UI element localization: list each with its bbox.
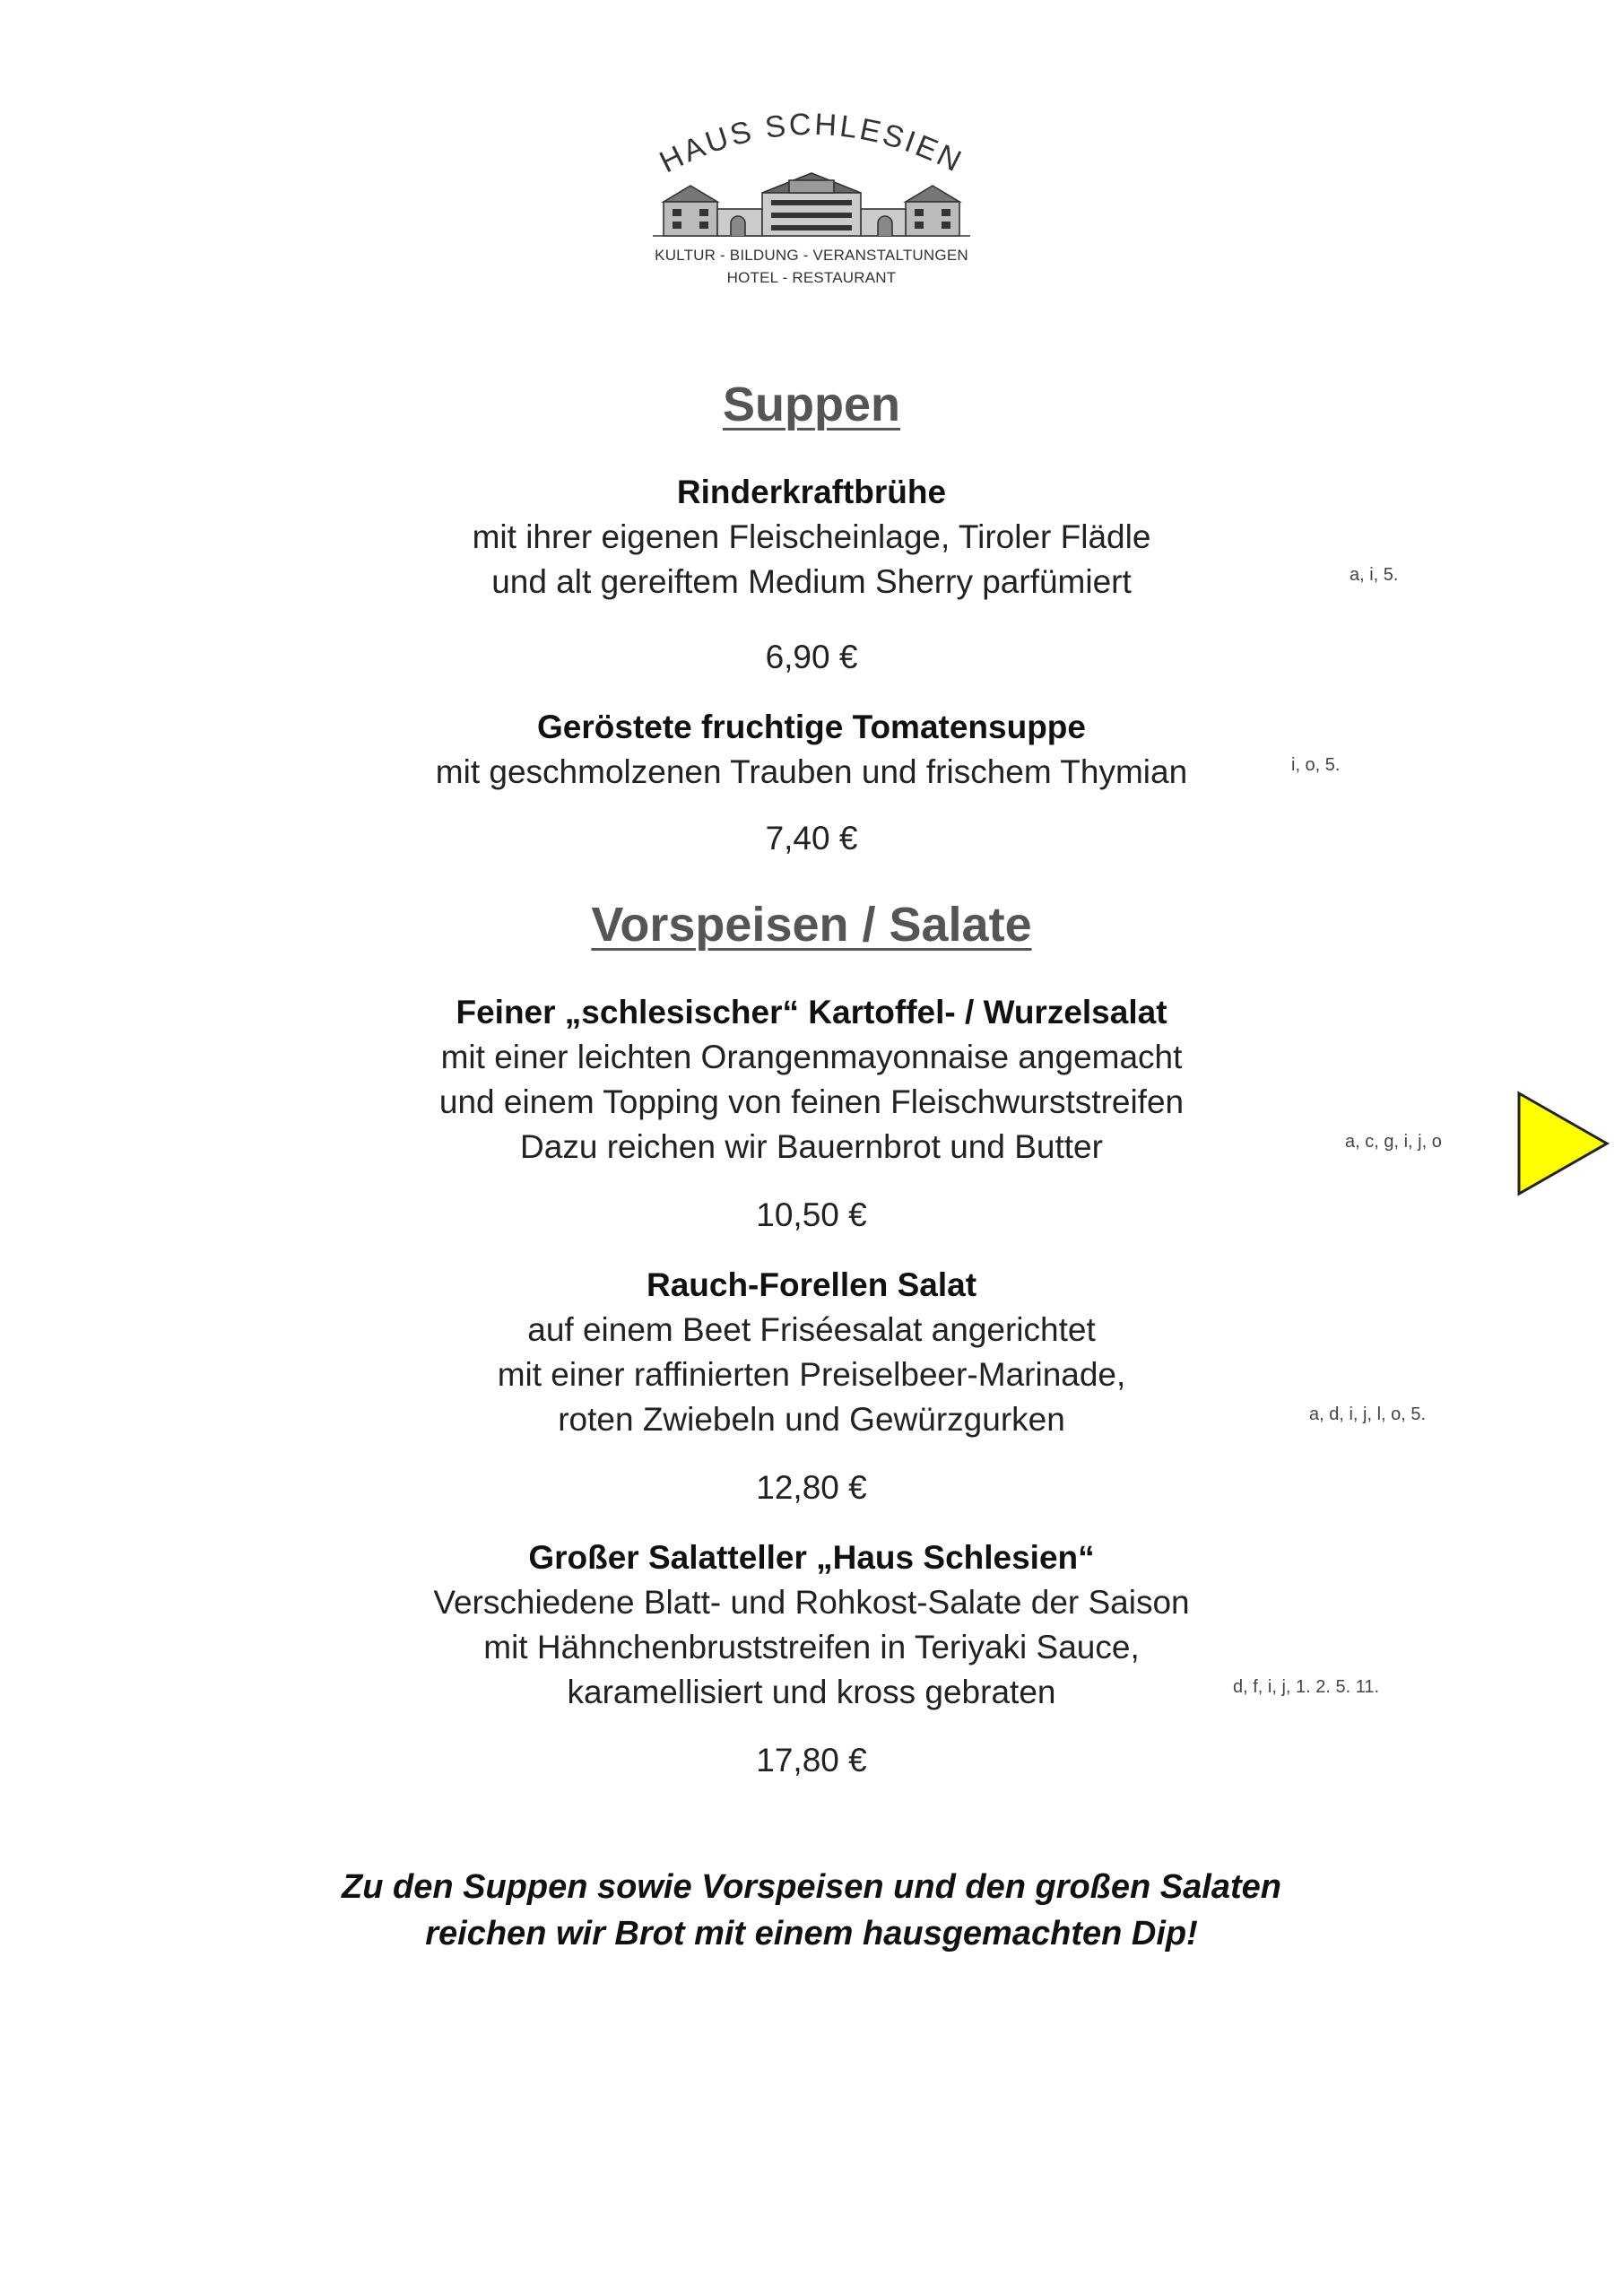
dish-price: 12,80 € <box>756 1469 867 1506</box>
dish-price: 7,40 € <box>765 820 858 857</box>
section-title-vorspeisen-salate: Vorspeisen / Salate <box>591 898 1032 952</box>
haus-schlesien-logo-graphic <box>646 103 977 247</box>
dish-description-line: und einem Topping von feinen Fleischwurststreifen <box>438 1083 1185 1120</box>
dish-description-line: roten Zwiebeln und Gewürzgurken <box>558 1401 1065 1438</box>
allergen-codes: i, o, 5. <box>1291 755 1341 775</box>
footer-note-line: Zu den Suppen sowie Vorspeisen und den großen Salaten <box>342 1868 1281 1906</box>
dish-price: 17,80 € <box>756 1742 867 1779</box>
dish-description-line: mit ihrer eigenen Fleischeinlage, Tiroler Flädle <box>472 518 1151 555</box>
dish-name: Rinderkraftbrühe <box>676 474 947 510</box>
dish-name: Feiner „schlesischer“ Kartoffel- / Wurzelsalat <box>456 994 1167 1031</box>
dish-price: 6,90 € <box>765 639 858 675</box>
logo-tagline-1: KULTUR - BILDUNG - VERANSTALTUNGEN <box>655 247 968 264</box>
logo-name-text: HAUS SCHLESIEN <box>654 107 969 180</box>
logo <box>646 103 977 296</box>
dish-price: 10,50 € <box>756 1196 867 1233</box>
dish-name: Großer Salatteller „Haus Schlesien“ <box>528 1539 1095 1576</box>
dish-description-line: mit einer raffinierten Preiselbeer-Marinade, <box>497 1356 1126 1393</box>
next-page-arrow-icon[interactable] <box>1515 1090 1614 1197</box>
footer-note-line: reichen wir Brot mit einem hausgemachten Dip! <box>425 1915 1198 1952</box>
allergen-codes: a, i, 5. <box>1350 565 1399 585</box>
dish-name: Geröstete fruchtige Tomatensuppe <box>537 709 1086 745</box>
dish-name: Rauch-Forellen Salat <box>646 1266 977 1303</box>
allergen-codes: d, f, i, j, 1. 2. 5. 11. <box>1233 1677 1380 1697</box>
dish-description-line: Dazu reichen wir Bauernbrot und Butter <box>520 1128 1103 1165</box>
section-title-suppen: Suppen <box>723 378 900 431</box>
allergen-codes: a, c, g, i, j, o <box>1345 1132 1442 1152</box>
dish-description-line: auf einem Beet Friséesalat angerichtet <box>527 1311 1096 1348</box>
logo-tagline-2: HOTEL - RESTAURANT <box>726 269 897 286</box>
dish-description-line: karamellisiert und kross gebraten <box>567 1674 1056 1710</box>
allergen-codes: a, d, i, j, l, o, 5. <box>1309 1405 1427 1424</box>
dish-description-line: und alt gereiftem Medium Sherry parfümiert <box>491 563 1132 600</box>
dish-description-line: mit Hähnchenbruststreifen in Teriyaki Sauce, <box>483 1629 1140 1665</box>
dish-description-line: mit geschmolzenen Trauben und frischem Thymian <box>435 753 1188 790</box>
dish-description-line: Verschiedene Blatt- und Rohkost-Salate der Saison <box>433 1584 1190 1621</box>
dish-description-line: mit einer leichten Orangenmayonnaise angemacht <box>440 1039 1183 1075</box>
